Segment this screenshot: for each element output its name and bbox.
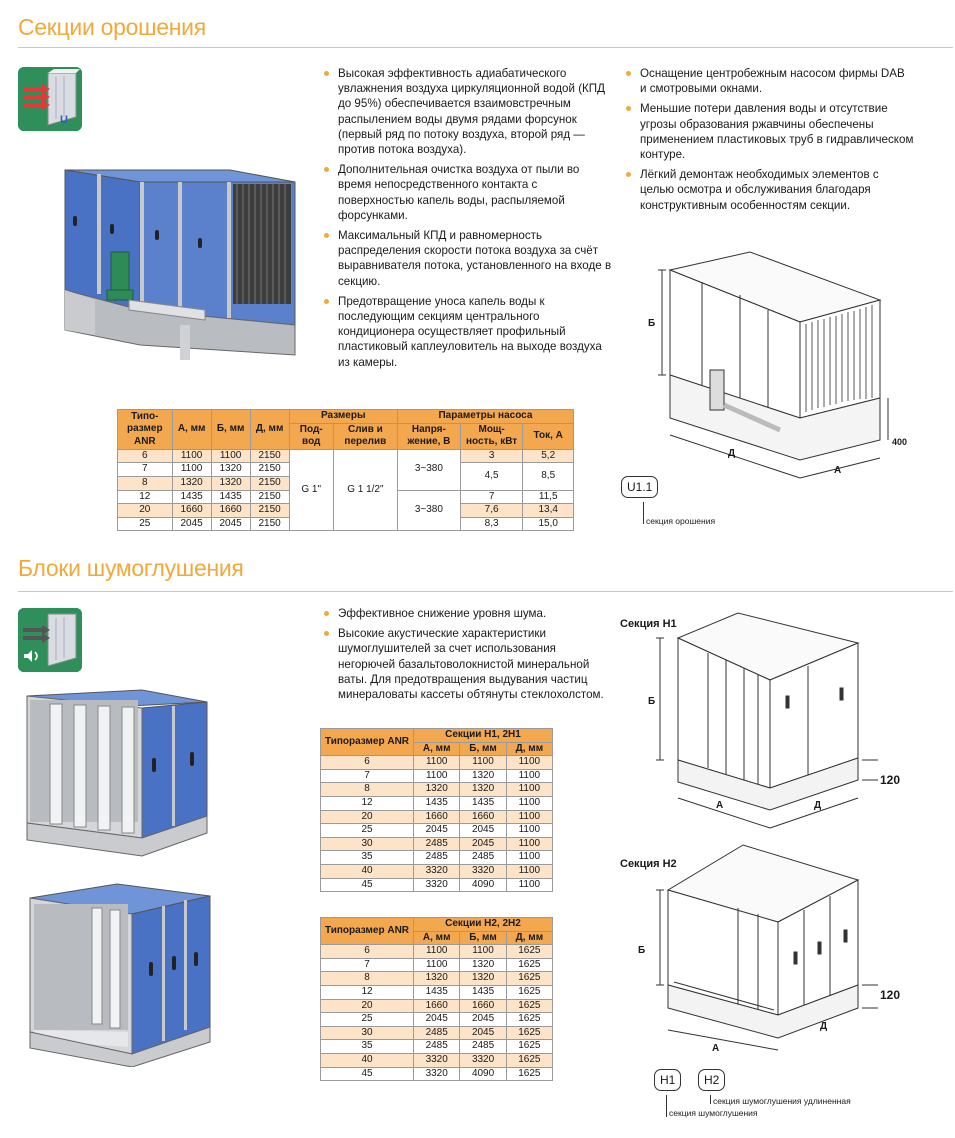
- cell: 6: [321, 945, 414, 959]
- cell: 1660: [414, 810, 460, 824]
- cell: 8,5: [523, 463, 574, 490]
- cell: 1100: [172, 463, 211, 477]
- cell: 1625: [506, 958, 552, 972]
- bullet: Предотвращение уноса капель воды к последующим секциям центрального кондиционера осуществляет профильный пластиковый каплеуловитель на выходе воздуха из камеры.: [322, 294, 612, 370]
- silencer-h1-table: [320, 728, 553, 892]
- cell: 2150: [250, 463, 289, 477]
- table1-body: [321, 756, 553, 892]
- cell-voltage: 3~380: [397, 449, 460, 490]
- cell: 11,5: [523, 490, 574, 504]
- cell: 1660: [414, 999, 460, 1013]
- cell-drain: G 1 1/2": [333, 449, 397, 531]
- cell: 1320: [172, 476, 211, 490]
- cell: 6: [118, 449, 173, 463]
- cell-voltage: 3~380: [397, 490, 460, 531]
- cell: 4090: [460, 878, 506, 892]
- cell: 7,6: [460, 504, 523, 518]
- cell: 1625: [506, 1026, 552, 1040]
- bullet: Максимальный КПД и равномерность распределения скорости потока воздуха за счёт выравнивателя потока, установленного на входе в секцию.: [322, 228, 612, 289]
- cell: 1100: [506, 796, 552, 810]
- table-row: [321, 945, 553, 959]
- table-row: [321, 796, 553, 810]
- silencer-h2-drawing: [618, 840, 918, 1055]
- cell: 1625: [506, 945, 552, 959]
- cell: 12: [321, 796, 414, 810]
- cell: 1435: [414, 796, 460, 810]
- table-row: [321, 878, 553, 892]
- cell: 1100: [211, 449, 250, 463]
- cell: 4,5: [460, 463, 523, 490]
- cell: 1320: [460, 972, 506, 986]
- cell: 2045: [460, 837, 506, 851]
- dim-400: 400: [892, 437, 908, 447]
- th-type: Типоразмер ANR: [321, 918, 414, 945]
- table-row: [321, 958, 553, 972]
- cell: 7: [321, 958, 414, 972]
- cell: 2485: [414, 851, 460, 865]
- cell: 2045: [460, 1026, 506, 1040]
- cell: 1100: [506, 837, 552, 851]
- dim-b: Б: [648, 696, 656, 707]
- th-current: Ток, А: [523, 423, 574, 449]
- cell: 1625: [506, 1067, 552, 1081]
- cell: 25: [321, 1013, 414, 1027]
- cell: 1320: [460, 769, 506, 783]
- cell: 1100: [506, 824, 552, 838]
- cell-supply: G 1": [289, 449, 333, 531]
- cell: 3320: [460, 1053, 506, 1067]
- th-sizes: Размеры: [289, 410, 397, 424]
- cell: 7: [460, 490, 523, 504]
- cell: 2045: [460, 1013, 506, 1027]
- cell: 3320: [414, 1067, 460, 1081]
- cell: 1320: [414, 783, 460, 797]
- bullet: Дополнительная очистка воздуха от пыли во время непосредственного контакта с поверхностью капель воды, распыляемой форсунками.: [322, 162, 612, 223]
- bullet: Оснащение центробежным насосом фирмы DAB и смотровыми окнами.: [624, 66, 914, 96]
- cell: 8: [118, 476, 173, 490]
- cell: 1625: [506, 985, 552, 999]
- cell: 2150: [250, 476, 289, 490]
- table-row: [321, 1013, 553, 1027]
- cell: 2485: [460, 851, 506, 865]
- cell: 1100: [506, 810, 552, 824]
- cell: 2150: [250, 490, 289, 504]
- table-row: [321, 972, 553, 986]
- dim-d: Д: [728, 448, 736, 459]
- th-b: Б, мм: [211, 410, 250, 450]
- cell: 1320: [460, 783, 506, 797]
- cell: 15,0: [523, 517, 574, 531]
- th-drain: Слив и перелив: [333, 423, 397, 449]
- cell: 1660: [460, 999, 506, 1013]
- bullet: Эффективное снижение уровня шума.: [322, 606, 614, 621]
- th-pump: Параметры насоса: [397, 410, 573, 424]
- cell: 8: [321, 783, 414, 797]
- th-d: Д, мм: [506, 931, 552, 945]
- silencer-h2-table: [320, 917, 553, 1081]
- humidifier-drawing: [640, 240, 920, 490]
- table-row: [321, 851, 553, 865]
- cell: 1100: [506, 783, 552, 797]
- cell: 1100: [460, 756, 506, 770]
- cell: 1100: [414, 756, 460, 770]
- table-row: [321, 1026, 553, 1040]
- cell: 30: [321, 837, 414, 851]
- dim-b: Б: [648, 318, 656, 329]
- cell: 7: [118, 463, 173, 477]
- cell: 45: [321, 1067, 414, 1081]
- th-type: Типоразмер ANR: [321, 729, 414, 756]
- table-row: [321, 985, 553, 999]
- cell: 1100: [460, 945, 506, 959]
- silencer-icon: [18, 608, 82, 672]
- dim-a: А: [716, 800, 724, 811]
- cell: 1320: [460, 958, 506, 972]
- table-row: [321, 837, 553, 851]
- tag-leader: [710, 1095, 711, 1104]
- tag-leader: [643, 502, 644, 524]
- th-group: Секции Н1, 2Н1: [414, 729, 553, 743]
- section2-divider: [18, 591, 953, 592]
- cell: 7: [321, 769, 414, 783]
- section2-bullets: [322, 606, 614, 707]
- cell: 1320: [211, 476, 250, 490]
- th-power: Мощ-ность, кВт: [460, 423, 523, 449]
- cell: 8: [321, 972, 414, 986]
- dim-120: 120: [880, 773, 901, 787]
- cell: 12: [321, 985, 414, 999]
- dim-b: Б: [638, 945, 646, 956]
- cell: 1435: [460, 985, 506, 999]
- section-tag-h2: H2: [698, 1069, 725, 1091]
- cell: 35: [321, 851, 414, 865]
- bullet: Меньшие потери давления воды и отсутствие угрозы образования ржавчины обеспечены применением пластиковых труб в гидравлическом контуре.: [624, 101, 914, 162]
- section1-bullets-right: [624, 66, 914, 218]
- cell: 35: [321, 1040, 414, 1054]
- cell: 1625: [506, 1053, 552, 1067]
- cell: 4090: [460, 1067, 506, 1081]
- cell: 1435: [172, 490, 211, 504]
- section-tag-u11: U1.1: [621, 476, 658, 498]
- cell: 2485: [414, 1040, 460, 1054]
- humidifier-icon: [18, 67, 82, 131]
- table-row: [321, 824, 553, 838]
- dim-a: А: [834, 465, 842, 476]
- cell: 25: [321, 824, 414, 838]
- bullet: Лёгкий демонтаж необходимых элементов с целью осмотра и обслуживания благодаря конструктивным особенностям секции.: [624, 167, 914, 213]
- table-row: [321, 999, 553, 1013]
- cell: 2045: [414, 824, 460, 838]
- cell: 2485: [414, 837, 460, 851]
- cell: 2150: [250, 449, 289, 463]
- cell: 2150: [250, 504, 289, 518]
- th-group: Секции Н2, 2Н2: [414, 918, 553, 932]
- cell: 5,2: [523, 449, 574, 463]
- cell: 1100: [414, 945, 460, 959]
- cell: 25: [118, 517, 173, 531]
- svg-text:U: U: [60, 114, 68, 126]
- th-b: Б, мм: [460, 931, 506, 945]
- dim-d: Д: [814, 800, 822, 811]
- humidifier-section-render: [55, 160, 305, 365]
- silencer-h1-drawing: [618, 608, 918, 838]
- cell: 1435: [211, 490, 250, 504]
- th-voltage: Напря-жение, В: [397, 423, 460, 449]
- cell: 1100: [414, 769, 460, 783]
- cell: 40: [321, 1053, 414, 1067]
- table-row: [321, 756, 553, 770]
- cell: 2045: [172, 517, 211, 531]
- th-a: А, мм: [414, 931, 460, 945]
- cell: 3320: [414, 864, 460, 878]
- th-b: Б, мм: [460, 742, 506, 756]
- cell: 6: [321, 756, 414, 770]
- th-type: Типо-размер ANR: [118, 410, 173, 450]
- cell: 1625: [506, 1013, 552, 1027]
- table-row: [321, 783, 553, 797]
- th-a: А, мм: [414, 742, 460, 756]
- cell: 1320: [211, 463, 250, 477]
- dim-a: А: [712, 1043, 720, 1054]
- table-row: [321, 1040, 553, 1054]
- table-row: [321, 769, 553, 783]
- th-supply: Под-вод: [289, 423, 333, 449]
- cell: 1100: [506, 756, 552, 770]
- cell: 3320: [460, 864, 506, 878]
- table2-body: [321, 945, 553, 1081]
- cell: 2485: [414, 1026, 460, 1040]
- cell: 2045: [414, 1013, 460, 1027]
- cell: 3: [460, 449, 523, 463]
- cell: 1435: [414, 985, 460, 999]
- cell: 1625: [506, 999, 552, 1013]
- cell: 20: [321, 810, 414, 824]
- th-d: Д, мм: [250, 410, 289, 450]
- label-h2: Секция Н2: [620, 858, 677, 870]
- table-row: [321, 864, 553, 878]
- cell: 3320: [414, 1053, 460, 1067]
- silencer-h1-render: [22, 688, 212, 863]
- dim-120: 120: [880, 988, 901, 1002]
- bullet: Высокая эффективность адиабатического увлажнения воздуха циркуляционной водой (КПД до 95%) обеспечивается взаимовстречным распылением воды двумя рядами форсунок (первый ряд по потоку воздуха, второй ряд — против потока воздуха).: [322, 66, 612, 157]
- humidifier-spec-table: [117, 409, 574, 531]
- tag-caption-h1: секция шумоглушения: [669, 1108, 758, 1118]
- section2-title: Блоки шумоглушения: [18, 555, 244, 581]
- cell: 1100: [506, 864, 552, 878]
- table-row: [321, 1053, 553, 1067]
- section-tag-h1: H1: [654, 1069, 681, 1091]
- cell: 2485: [460, 1040, 506, 1054]
- cell: 1100: [506, 878, 552, 892]
- section1-title: Секции орошения: [18, 14, 206, 40]
- dim-d: Д: [820, 1021, 828, 1032]
- cell: 45: [321, 878, 414, 892]
- table-row: [321, 1067, 553, 1081]
- cell: 1100: [506, 851, 552, 865]
- cell: 2045: [211, 517, 250, 531]
- table-row: [118, 449, 574, 463]
- tag-caption-h2: секция шумоглушения удлиненная: [713, 1096, 851, 1106]
- cell: 1625: [506, 972, 552, 986]
- cell: 1100: [414, 958, 460, 972]
- cell: 1100: [506, 769, 552, 783]
- cell: 12: [118, 490, 173, 504]
- cell: 3320: [414, 878, 460, 892]
- cell: 1320: [414, 972, 460, 986]
- cell: 1100: [172, 449, 211, 463]
- th-a: А, мм: [172, 410, 211, 450]
- section1-divider: [18, 47, 953, 48]
- tag-caption: секция орошения: [646, 516, 716, 526]
- cell: 30: [321, 1026, 414, 1040]
- cell: 20: [321, 999, 414, 1013]
- cell: 1660: [460, 810, 506, 824]
- silencer-h2-render: [22, 882, 212, 1067]
- bullet: Высокие акустические характеристики шумоглушителей за счет использования негорючей базальтоволокнистой минеральной ваты. Для предотвращения выдувания частиц минераловаты кассеты обтянуты стеклохолстом.: [322, 626, 614, 702]
- cell: 2045: [460, 824, 506, 838]
- label-h1: Секция Н1: [620, 618, 677, 630]
- tag-leader: [666, 1095, 667, 1117]
- th-d: Д, мм: [506, 742, 552, 756]
- cell: 1625: [506, 1040, 552, 1054]
- cell: 1435: [460, 796, 506, 810]
- section1-bullets-left: [322, 66, 612, 375]
- cell: 40: [321, 864, 414, 878]
- cell: 1660: [211, 504, 250, 518]
- cell: 20: [118, 504, 173, 518]
- cell: 1660: [172, 504, 211, 518]
- cell: 8,3: [460, 517, 523, 531]
- table-row: [321, 810, 553, 824]
- cell: 13,4: [523, 504, 574, 518]
- cell: 2150: [250, 517, 289, 531]
